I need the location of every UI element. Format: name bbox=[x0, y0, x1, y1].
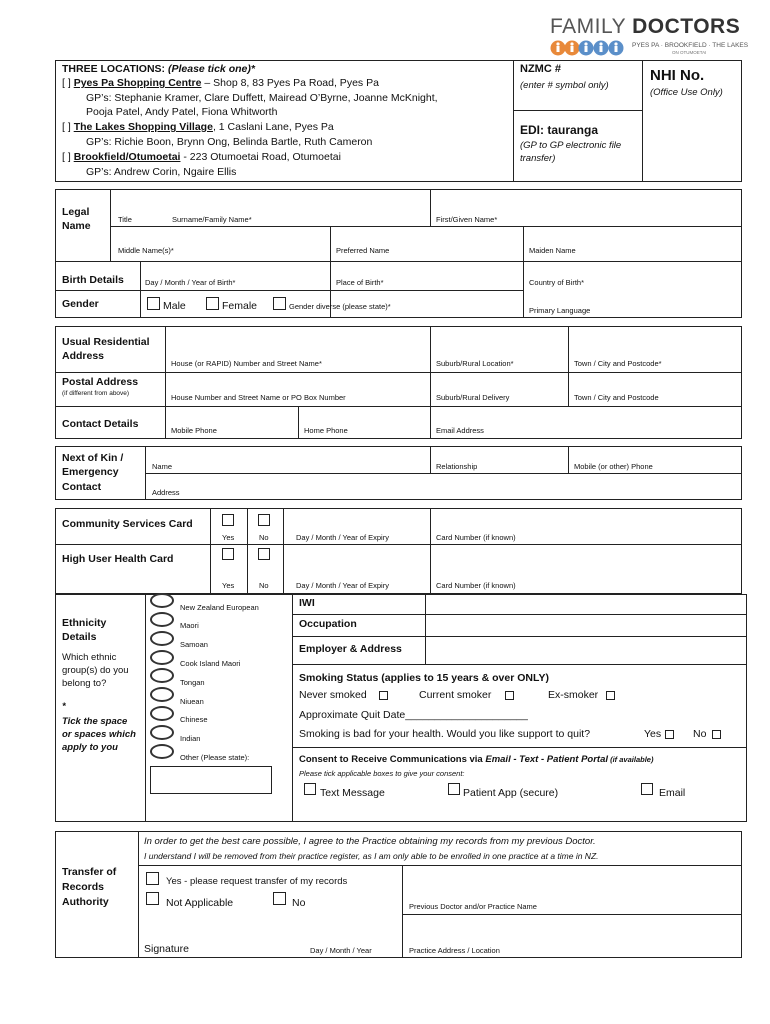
ethnicity-other-input[interactable] bbox=[150, 766, 272, 794]
email-address-field[interactable]: Email Address bbox=[436, 426, 484, 435]
nzmc-note: (enter # symbol only) bbox=[520, 80, 609, 91]
birth-details-label: Birth Details bbox=[62, 274, 124, 286]
consent-email-checkbox[interactable] bbox=[641, 783, 653, 795]
csc-no-label: No bbox=[259, 533, 269, 542]
consent-title: Consent to Receive Communications via Email - Text - Patient Portal (if available) bbox=[299, 754, 654, 765]
iwi-label: IWI bbox=[299, 597, 315, 609]
transfer-label: Records bbox=[62, 881, 105, 893]
kin-relationship-field[interactable]: Relationship bbox=[436, 462, 478, 471]
smoking-support-no-checkbox[interactable] bbox=[712, 730, 721, 739]
smoking-ex-label: Ex-smoker bbox=[548, 689, 599, 701]
country-of-birth-field[interactable]: Country of Birth* bbox=[529, 278, 585, 287]
residential-street-field[interactable]: House (or RAPID) Number and Street Name* bbox=[171, 359, 322, 368]
kin-address-field[interactable]: Address bbox=[152, 488, 180, 497]
smoking-support-question: Smoking is bad for your health. Would you like support to quit? bbox=[299, 728, 591, 740]
location-gps: GP’s: Stephanie Kramer, Clare Duffett, Mairead O’Byrne, Joanne McKnight, bbox=[86, 92, 438, 104]
ethnicity-instruction: apply to you bbox=[62, 742, 118, 753]
csc-number-field[interactable]: Card Number (if known) bbox=[436, 533, 516, 542]
ethnicity-option-samoan[interactable] bbox=[150, 631, 174, 646]
middle-name-field[interactable]: Middle Name(s)* bbox=[118, 246, 174, 255]
address-section bbox=[55, 326, 742, 439]
gender-male-label: Male bbox=[163, 300, 186, 312]
nhi-note: (Office Use Only) bbox=[650, 87, 723, 98]
postal-suburb-field[interactable]: Suburb/Rural Delivery bbox=[436, 393, 510, 402]
transfer-yes-label: Yes - please request transfer of my records bbox=[166, 876, 348, 887]
preferred-name-field[interactable]: Preferred Name bbox=[336, 246, 390, 255]
ethnicity-option-label: Other (Please state): bbox=[180, 753, 250, 762]
gender-diverse-checkbox[interactable] bbox=[273, 297, 286, 310]
occupation-label: Occupation bbox=[299, 618, 357, 630]
ethnicity-option-indian[interactable] bbox=[150, 725, 174, 740]
huhc-expiry-field[interactable]: Day / Month / Year of Expiry bbox=[296, 581, 389, 590]
home-phone-field[interactable]: Home Phone bbox=[304, 426, 348, 435]
legal-name-label: Name bbox=[62, 220, 91, 232]
smoking-support-yes-checkbox[interactable] bbox=[665, 730, 674, 739]
ethnicity-option-label: Niuean bbox=[180, 697, 204, 706]
postal-town-field[interactable]: Town / City and Postcode bbox=[574, 393, 659, 402]
high-user-health-card-label: High User Health Card bbox=[62, 553, 174, 565]
logo-brand-family: FAMILY bbox=[550, 15, 626, 38]
maiden-name-field[interactable]: Maiden Name bbox=[529, 246, 576, 255]
ethnicity-title: Details bbox=[62, 631, 97, 643]
consent-app-checkbox[interactable] bbox=[448, 783, 460, 795]
mobile-phone-field[interactable]: Mobile Phone bbox=[171, 426, 217, 435]
gender-female-label: Female bbox=[222, 300, 258, 312]
next-of-kin-label: Contact bbox=[62, 481, 102, 493]
csc-yes-checkbox[interactable] bbox=[222, 514, 234, 526]
smoking-current-label: Current smoker bbox=[419, 689, 492, 701]
smoking-support-yes-label: Yes bbox=[644, 728, 662, 740]
transfer-intro: I understand I will be removed from their practice register, as I am only able to be enrolled in one practice at a time in NZ. bbox=[144, 851, 599, 861]
csc-expiry-field[interactable]: Day / Month / Year of Expiry bbox=[296, 533, 389, 542]
quit-date-field[interactable]: Approximate Quit Date_____________________ bbox=[299, 709, 528, 721]
smoking-never-label: Never smoked bbox=[299, 689, 367, 701]
location-option-pyes-pa[interactable]: [ ] Pyes Pa Shopping Centre – Shop 8, 83 Pyes Pa Road, Pyes Pa bbox=[62, 77, 379, 89]
csc-no-checkbox[interactable] bbox=[258, 514, 270, 526]
usual-address-label: Address bbox=[62, 350, 105, 362]
logo-tagline: PYES PA · BROOKFIELD · THE LAKES bbox=[632, 42, 749, 49]
postal-address-label: Postal Address bbox=[62, 376, 139, 388]
gender-label: Gender bbox=[62, 298, 99, 310]
edi-note: transfer) bbox=[520, 153, 556, 164]
community-services-card-label: Community Services Card bbox=[62, 518, 193, 530]
smoking-current-checkbox[interactable] bbox=[505, 691, 514, 700]
nzmc-label: NZMC # bbox=[520, 63, 561, 75]
ethnicity-question: Which ethnic bbox=[62, 652, 117, 663]
employer-label: Employer & Address bbox=[299, 643, 402, 655]
ethnicity-question: group(s) do you bbox=[62, 665, 129, 676]
ethnicity-instruction: Tick the space bbox=[62, 716, 128, 727]
locations-heading: THREE LOCATIONS: (Please tick one)* bbox=[62, 63, 255, 75]
huhc-number-field[interactable]: Card Number (if known) bbox=[436, 581, 516, 590]
postal-address-note: (if different from above) bbox=[62, 390, 130, 397]
next-of-kin-label: Emergency bbox=[62, 466, 119, 478]
residential-suburb-field[interactable]: Suburb/Rural Location* bbox=[436, 359, 514, 368]
smoking-support-no-label: No bbox=[693, 728, 707, 740]
contact-details-label: Contact Details bbox=[62, 418, 139, 430]
kin-phone-field[interactable]: Mobile (or other) Phone bbox=[574, 462, 653, 471]
dob-field[interactable]: Day / Month / Year of Birth* bbox=[145, 278, 236, 287]
ethnicity-instruction: or spaces which bbox=[62, 729, 136, 740]
logo-brand-doctors: DOCTORS bbox=[632, 15, 741, 38]
smoking-never-checkbox[interactable] bbox=[379, 691, 388, 700]
transfer-no-label: No bbox=[292, 897, 306, 909]
ethnicity-option-maori[interactable] bbox=[150, 612, 174, 627]
ethnicity-option-cook-island-maori[interactable] bbox=[150, 650, 174, 665]
smoking-title: Smoking Status (applies to 15 years & over ONLY) bbox=[299, 672, 549, 684]
previous-doctor-field[interactable]: Previous Doctor and/or Practice Name bbox=[409, 902, 537, 911]
gender-female-checkbox[interactable] bbox=[206, 297, 219, 310]
smoking-ex-checkbox[interactable] bbox=[606, 691, 615, 700]
logo-tagline-sub: ON OTUMOETAI bbox=[672, 50, 707, 55]
signature-field[interactable]: Signature bbox=[144, 943, 189, 955]
edi-label: EDI: tauranga bbox=[520, 123, 599, 137]
consent-email-label: Email bbox=[659, 787, 686, 799]
gender-diverse-label: Gender diverse (please state)* bbox=[289, 302, 391, 311]
primary-language-field[interactable]: Primary Language bbox=[529, 306, 591, 315]
kin-name-field[interactable]: Name bbox=[152, 462, 173, 471]
next-of-kin-label: Next of Kin / bbox=[62, 452, 124, 464]
ethnicity-option-label: Maori bbox=[180, 621, 199, 630]
signature-date-field[interactable]: Day / Month / Year bbox=[310, 946, 372, 955]
location-option-brookfield[interactable]: [ ] Brookfield/Otumoetai - 223 Otumoetai Road, Otumoetai bbox=[62, 151, 341, 163]
postal-street-field[interactable]: House Number and Street Name or PO Box Number bbox=[171, 393, 346, 402]
nhi-label: NHI No. bbox=[650, 67, 705, 84]
ethnicity-option-chinese[interactable] bbox=[150, 706, 174, 721]
transfer-intro: In order to get the best care possible, I agree to the Practice obtaining my records from my previous Doctor. bbox=[144, 836, 596, 847]
logo-people-icon bbox=[550, 39, 630, 57]
residential-town-field[interactable]: Town / City and Postcode* bbox=[574, 359, 662, 368]
location-gps: GP’s: Richie Boon, Brynn Ong, Belinda Bartle, Ruth Cameron bbox=[86, 136, 373, 148]
transfer-no-checkbox[interactable] bbox=[273, 892, 286, 905]
legal-name-label: Legal bbox=[62, 206, 90, 218]
huhc-yes-checkbox[interactable] bbox=[222, 548, 234, 560]
place-of-birth-field[interactable]: Place of Birth* bbox=[336, 278, 384, 287]
ethnicity-title: Ethnicity bbox=[62, 617, 107, 629]
consent-subtitle: Please tick applicable boxes to give your consent: bbox=[299, 769, 465, 778]
location-gps: GP’s: Andrew Corin, Ngaire Ellis bbox=[86, 166, 237, 178]
edi-note: (GP to GP electronic file bbox=[520, 140, 622, 151]
ethnicity-option-niuean[interactable] bbox=[150, 687, 174, 702]
ethnicity-option-label: Samoan bbox=[180, 640, 208, 649]
consent-app-label: Patient App (secure) bbox=[463, 787, 559, 799]
gender-male-checkbox[interactable] bbox=[147, 297, 160, 310]
first-name-field[interactable]: First/Given Name* bbox=[436, 215, 498, 224]
usual-address-label: Usual Residential bbox=[62, 336, 150, 348]
consent-text-label: Text Message bbox=[320, 787, 385, 799]
csc-yes-label: Yes bbox=[222, 533, 235, 542]
title-field[interactable]: Title bbox=[118, 215, 132, 224]
ethnicity-star: * bbox=[62, 701, 66, 712]
transfer-not-applicable-label: Not Applicable bbox=[166, 897, 234, 909]
ethnicity-option-other[interactable] bbox=[150, 744, 174, 759]
huhc-no-label: No bbox=[259, 581, 269, 590]
transfer-not-applicable-checkbox[interactable] bbox=[146, 892, 159, 905]
consent-text-checkbox[interactable] bbox=[304, 783, 316, 795]
location-option-the-lakes[interactable]: [ ] The Lakes Shopping Village, 1 Caslani Lane, Pyes Pa bbox=[62, 121, 334, 133]
practice-address-field[interactable]: Practice Address / Location bbox=[409, 946, 500, 955]
ethnicity-option-label: Tongan bbox=[180, 678, 205, 687]
ethnicity-option-label: Indian bbox=[180, 734, 201, 743]
ethnicity-option-tongan[interactable] bbox=[150, 668, 174, 683]
ethnicity-option-nz-european[interactable] bbox=[150, 593, 174, 608]
ethnicity-option-label: Cook Island Maori bbox=[180, 659, 241, 668]
huhc-no-checkbox[interactable] bbox=[258, 548, 270, 560]
surname-field[interactable]: Surname/Family Name* bbox=[172, 215, 252, 224]
ethnicity-option-label: Chinese bbox=[180, 715, 208, 724]
huhc-yes-label: Yes bbox=[222, 581, 235, 590]
transfer-yes-checkbox[interactable] bbox=[146, 872, 159, 885]
ethnicity-option-label: New Zealand European bbox=[180, 603, 259, 612]
transfer-label: Transfer of bbox=[62, 866, 117, 878]
transfer-label: Authority bbox=[62, 896, 109, 908]
ethnicity-question: belong to? bbox=[62, 678, 107, 689]
location-gps: Pooja Patel, Andy Patel, Fiona Whitworth bbox=[86, 106, 278, 118]
